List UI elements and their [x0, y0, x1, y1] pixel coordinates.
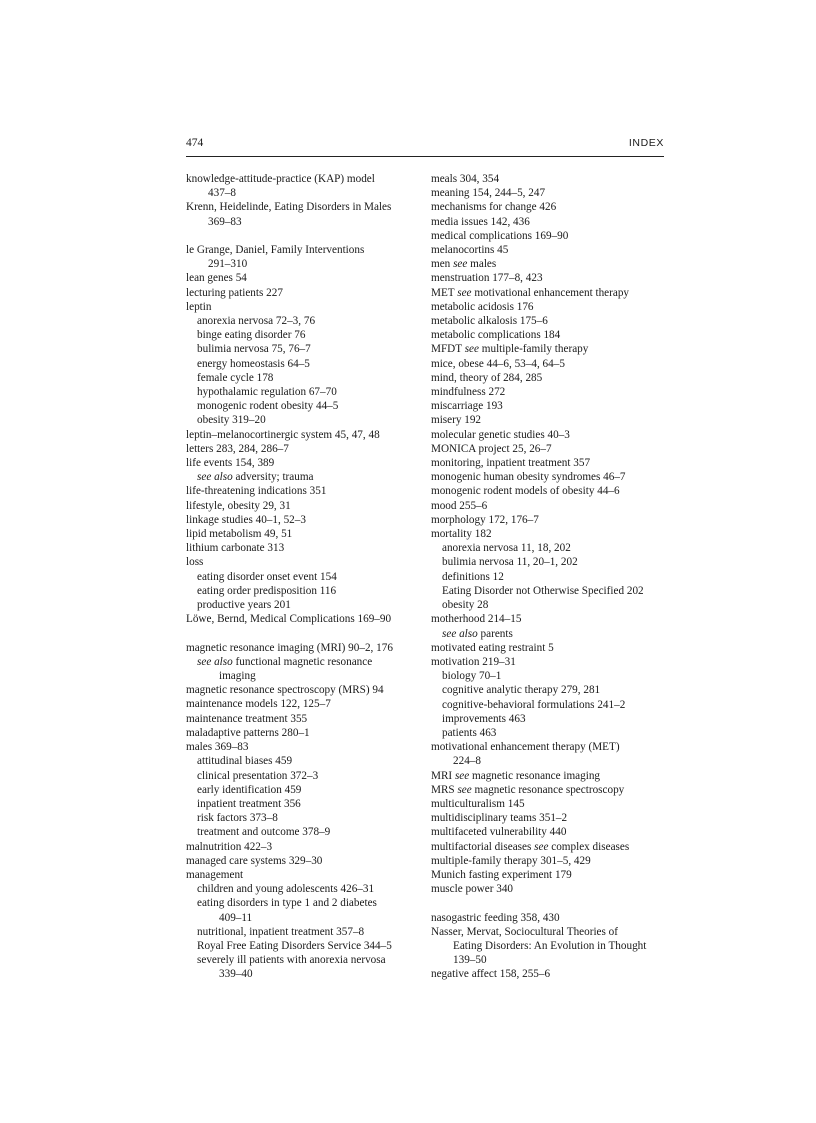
entry-text: eating disorders in type 1 and 2 diabetes	[197, 897, 377, 910]
entry-text: attitudinal biases 459	[197, 755, 293, 768]
entry-text: obesity 28	[442, 599, 489, 612]
entry-text: loss	[186, 556, 204, 569]
entry-text: menstruation 177–8, 423	[431, 272, 543, 285]
entry-text: motherhood 214–15	[431, 613, 522, 626]
entry-text: patients 463	[442, 726, 497, 739]
entry-text: letters 283, 284, 286–7	[186, 442, 289, 455]
entry-text: inpatient treatment 356	[197, 797, 301, 810]
entry-text: malnutrition 422–3	[186, 840, 273, 853]
index-subentry	[186, 371, 418, 385]
entry-text: binge eating disorder 76	[197, 329, 306, 342]
index-entry	[431, 882, 666, 896]
index-entry	[431, 357, 666, 371]
index-entry	[431, 257, 666, 271]
index-entry	[431, 229, 666, 243]
index-entry	[431, 797, 666, 811]
index-subentry	[186, 342, 418, 356]
index-entry	[431, 286, 666, 300]
index-entry	[431, 172, 666, 186]
entry-text: biology 70–1	[442, 670, 502, 683]
entry-text: nutritional, inpatient treatment 357–8	[197, 925, 365, 938]
index-subentry	[431, 669, 666, 683]
index-entry	[186, 456, 418, 470]
index-entry	[431, 428, 666, 442]
entry-text: lecturing patients 227	[186, 286, 283, 299]
index-entry	[431, 513, 666, 527]
index-entry	[186, 499, 418, 513]
entry-text: lithium carbonate 313	[186, 542, 285, 555]
entry-gap	[186, 626, 418, 640]
entry-text: motivation 219–31	[431, 655, 516, 668]
index-entry	[431, 314, 666, 328]
index-entry	[186, 300, 418, 314]
index-subentry	[186, 769, 418, 783]
index-subentry	[186, 215, 418, 229]
entry-text: morphology 172, 176–7	[431, 513, 539, 526]
entry-text: monogenic rodent models of obesity 44–6	[431, 485, 620, 498]
entry-text: mood 255–6	[431, 499, 488, 512]
entry-text: 139–50	[453, 954, 487, 967]
entry-text: men	[431, 258, 454, 271]
entry-text: cognitive-behavioral formulations 241–2	[442, 698, 626, 711]
entry-text: lifestyle, obesity 29, 31	[186, 499, 291, 512]
index-entry	[186, 484, 418, 498]
entry-text: MRI	[431, 769, 455, 782]
index-entry	[431, 413, 666, 427]
index-subentry	[186, 911, 418, 925]
index-subentry	[186, 925, 418, 939]
index-entry	[186, 442, 418, 456]
index-subentry	[186, 669, 418, 683]
index-subentry	[186, 953, 418, 967]
index-subentry	[431, 584, 666, 598]
entry-text: multidisciplinary teams 351–2	[431, 812, 568, 825]
index-entry	[186, 513, 418, 527]
entry-text: bulimia nervosa 11, 20–1, 202	[442, 556, 578, 569]
entry-text: risk factors 373–8	[197, 812, 278, 825]
index-subentry	[431, 570, 666, 584]
index-subentry	[186, 186, 418, 200]
entry-text: negative affect 158, 255–6	[431, 968, 551, 981]
index-entry	[431, 371, 666, 385]
index-entry	[431, 300, 666, 314]
entry-text: monogenic human obesity syndromes 46–7	[431, 471, 626, 484]
header-rule	[186, 156, 664, 157]
entry-text: management	[186, 868, 244, 881]
index-subentry	[186, 825, 418, 839]
entry-text: female cycle 178	[197, 371, 274, 384]
entry-gap	[431, 896, 666, 910]
see-label: see	[457, 783, 472, 796]
entry-text: maladaptive patterns 280–1	[186, 726, 310, 739]
entry-text: melanocortins 45	[431, 244, 509, 257]
entry-text: motivated eating restraint 5	[431, 641, 554, 654]
index-subentry	[186, 385, 418, 399]
index-subentry	[431, 627, 666, 641]
entry-text: eating order predisposition 116	[197, 584, 337, 597]
entry-text: life events 154, 389	[186, 457, 275, 470]
index-entry	[186, 683, 418, 697]
entry-text: multiculturalism 145	[431, 797, 525, 810]
entry-text: anorexia nervosa 11, 18, 202	[442, 542, 571, 555]
index-entry	[186, 840, 418, 854]
entry-text: Eating Disorder not Otherwise Specified 202	[442, 584, 644, 597]
entry-text: managed care systems 329–30	[186, 854, 323, 867]
index-entry	[431, 854, 666, 868]
entry-text: 224–8	[453, 755, 481, 768]
index-entry	[431, 655, 666, 669]
entry-text: 437–8	[208, 187, 236, 200]
index-subentry	[186, 257, 418, 271]
entry-text: metabolic alkalosis 175–6	[431, 315, 548, 328]
index-subentry	[431, 598, 666, 612]
index-column-left	[186, 172, 418, 982]
index-subentry	[431, 939, 666, 953]
index-entry	[186, 555, 418, 569]
see-label: see	[453, 258, 468, 271]
index-entry	[186, 541, 418, 555]
index-entry	[431, 456, 666, 470]
index-entry	[431, 641, 666, 655]
entry-text: mice, obese 44–6, 53–4, 64–5	[431, 357, 565, 370]
entry-text: motivational enhancement therapy (MET)	[431, 741, 620, 754]
entry-text: Royal Free Eating Disorders Service 344–5	[197, 939, 392, 952]
entry-text: energy homeostasis 64–5	[197, 357, 310, 370]
entry-text: linkage studies 40–1, 52–3	[186, 513, 306, 526]
index-entry	[431, 484, 666, 498]
index-entry	[431, 200, 666, 214]
index-entry	[431, 825, 666, 839]
index-entry	[431, 925, 666, 939]
index-entry	[431, 442, 666, 456]
cross-reference-target: males	[467, 258, 497, 271]
entry-text: life-threatening indications 351	[186, 485, 327, 498]
entry-text: 369–83	[208, 215, 242, 228]
entry-text: functional magnetic resonance	[232, 655, 373, 668]
index-entry	[186, 428, 418, 442]
index-subentry	[186, 328, 418, 342]
index-entry	[431, 215, 666, 229]
cross-reference-target: motivational enhancement therapy	[471, 286, 630, 299]
entry-text: definitions 12	[442, 570, 504, 583]
index-entry	[186, 243, 418, 257]
index-entry	[186, 641, 418, 655]
index-entry	[431, 186, 666, 200]
entry-text: Löwe, Bernd, Medical Complications 169–90	[186, 613, 392, 626]
index-entry	[186, 271, 418, 285]
entry-text: leptin	[186, 300, 212, 313]
entry-text: maintenance models 122, 125–7	[186, 698, 331, 711]
index-entry	[431, 868, 666, 882]
index-entry	[431, 911, 666, 925]
index-subentry	[431, 726, 666, 740]
index-subentry	[186, 797, 418, 811]
index-entry	[431, 328, 666, 342]
entry-text: monitoring, inpatient treatment 357	[431, 457, 591, 470]
entry-text: misery 192	[431, 414, 482, 427]
entry-text: multifaceted vulnerability 440	[431, 826, 567, 839]
index-subentry	[186, 783, 418, 797]
index-subentry	[431, 754, 666, 768]
index-subentry	[186, 357, 418, 371]
entry-text: Nasser, Mervat, Sociocultural Theories of	[431, 925, 618, 938]
entry-text: metabolic acidosis 176	[431, 300, 534, 313]
entry-text: adversity; trauma	[232, 471, 314, 484]
entry-text: mortality 182	[431, 528, 492, 541]
index-subentry	[186, 896, 418, 910]
index-entry	[431, 612, 666, 626]
index-entry	[186, 612, 418, 626]
index-entry	[431, 811, 666, 825]
entry-text: magnetic resonance imaging (MRI) 90–2, 176	[186, 641, 393, 654]
entry-text: MRS	[431, 783, 458, 796]
index-entry	[186, 740, 418, 754]
index-subentry	[431, 712, 666, 726]
index-entry	[431, 243, 666, 257]
index-entry	[431, 783, 666, 797]
cross-reference-target: complex diseases	[548, 840, 630, 853]
index-subentry	[186, 570, 418, 584]
entry-text: monogenic rodent obesity 44–5	[197, 400, 339, 413]
running-head: INDEX	[628, 137, 664, 149]
index-entry	[431, 769, 666, 783]
see-label: see	[454, 769, 470, 782]
entry-text: imaging	[219, 670, 256, 683]
cross-reference-target: multiple-family therapy	[478, 343, 589, 356]
entry-text: lean genes 54	[186, 272, 247, 285]
index-subentry	[186, 811, 418, 825]
entry-text: maintenance treatment 355	[186, 712, 308, 725]
index-entry	[431, 967, 666, 981]
entry-text: parents	[477, 627, 513, 640]
cross-reference-target: magnetic resonance imaging	[469, 769, 601, 782]
entry-text: obesity 319–20	[197, 414, 266, 427]
entry-text: lipid metabolism 49, 51	[186, 528, 293, 541]
entry-text: early identification 459	[197, 783, 302, 796]
index-entry	[186, 854, 418, 868]
see-also-label: see also	[442, 627, 478, 640]
index-column-right	[431, 172, 666, 982]
entry-text: le Grange, Daniel, Family Interventions	[186, 244, 365, 256]
index-subentry	[431, 683, 666, 697]
index-subentry	[431, 555, 666, 569]
entry-text: treatment and outcome 378–9	[197, 826, 331, 839]
entry-text: mind, theory of 284, 285	[431, 371, 543, 384]
index-subentry	[186, 598, 418, 612]
entry-text: improvements 463	[442, 712, 526, 725]
entry-text: eating disorder onset event 154	[197, 570, 337, 583]
index-entry	[186, 172, 418, 186]
entry-text: meals 304, 354	[431, 173, 500, 185]
index-subentry	[186, 754, 418, 768]
index-entry	[186, 286, 418, 300]
index-entry	[431, 470, 666, 484]
index-subentry	[186, 939, 418, 953]
index-entry	[186, 712, 418, 726]
entry-text: males 369–83	[186, 741, 249, 754]
index-entry	[431, 527, 666, 541]
entry-text: molecular genetic studies 40–3	[431, 428, 570, 441]
index-subentry	[186, 967, 418, 981]
index-entry	[186, 527, 418, 541]
entry-text: mindfulness 272	[431, 386, 506, 399]
entry-text: magnetic resonance spectroscopy (MRS) 94	[186, 684, 384, 697]
page-header	[186, 137, 664, 155]
entry-text: Krenn, Heidelinde, Eating Disorders in Males	[186, 201, 392, 214]
entry-text: multiple-family therapy 301–5, 429	[431, 854, 591, 867]
cross-reference-target: magnetic resonance spectroscopy	[471, 783, 625, 796]
index-subentry	[186, 584, 418, 598]
entry-text: MONICA project 25, 26–7	[431, 442, 552, 455]
entry-text: Munich fasting experiment 179	[431, 868, 572, 881]
entry-text: metabolic complications 184	[431, 329, 561, 342]
index-subentry	[186, 470, 418, 484]
index-entry	[431, 840, 666, 854]
entry-text: bulimia nervosa 75, 76–7	[197, 343, 311, 356]
entry-text: meaning 154, 244–5, 247	[431, 187, 546, 200]
see-label: see	[464, 343, 479, 356]
entry-text: MFDT	[431, 343, 465, 356]
entry-text: medical complications 169–90	[431, 229, 569, 242]
entry-text: leptin–melanocortinergic system 45, 47, 48	[186, 428, 380, 441]
index-subentry	[431, 698, 666, 712]
entry-text: productive years 201	[197, 599, 291, 612]
entry-text: children and young adolescents 426–31	[197, 883, 375, 896]
entry-gap	[186, 229, 418, 243]
index-entry	[431, 271, 666, 285]
entry-text: mechanisms for change 426	[431, 201, 557, 214]
see-also-label: see also	[197, 655, 233, 668]
index-subentry	[186, 655, 418, 669]
entry-text: media issues 142, 436	[431, 215, 530, 228]
entry-text: 339–40	[219, 968, 253, 981]
index-entry	[186, 697, 418, 711]
entry-text: multifactorial diseases	[431, 840, 535, 853]
index-entry	[431, 399, 666, 413]
index-subentry	[431, 541, 666, 555]
see-also-label: see also	[197, 471, 233, 484]
index-entry	[186, 726, 418, 740]
entry-text: 409–11	[219, 911, 253, 924]
see-label: see	[534, 840, 549, 853]
index-entry	[186, 200, 418, 214]
entry-text: MET	[431, 286, 458, 299]
see-label: see	[457, 286, 472, 299]
index-entry	[431, 342, 666, 356]
index-subentry	[186, 413, 418, 427]
entry-text: knowledge-attitude-practice (KAP) model	[186, 173, 375, 185]
index-entry	[431, 385, 666, 399]
entry-text: clinical presentation 372–3	[197, 769, 319, 782]
entry-text: nasogastric feeding 358, 430	[431, 911, 560, 924]
entry-text: severely ill patients with anorexia nervosa	[197, 954, 386, 967]
entry-text: hypothalamic regulation 67–70	[197, 386, 337, 399]
entry-text: miscarriage 193	[431, 400, 503, 413]
entry-text: anorexia nervosa 72–3, 76	[197, 315, 316, 328]
index-subentry	[431, 953, 666, 967]
entry-text: Eating Disorders: An Evolution in Thought	[453, 939, 647, 952]
index-entry	[431, 499, 666, 513]
entry-text: 291–310	[208, 258, 248, 271]
entry-text: cognitive analytic therapy 279, 281	[442, 684, 601, 697]
index-subentry	[186, 399, 418, 413]
index-subentry	[186, 882, 418, 896]
entry-text: muscle power 340	[431, 883, 514, 896]
index-entry	[431, 740, 666, 754]
index-subentry	[186, 314, 418, 328]
page-number: 474	[186, 137, 204, 149]
index-entry	[186, 868, 418, 882]
